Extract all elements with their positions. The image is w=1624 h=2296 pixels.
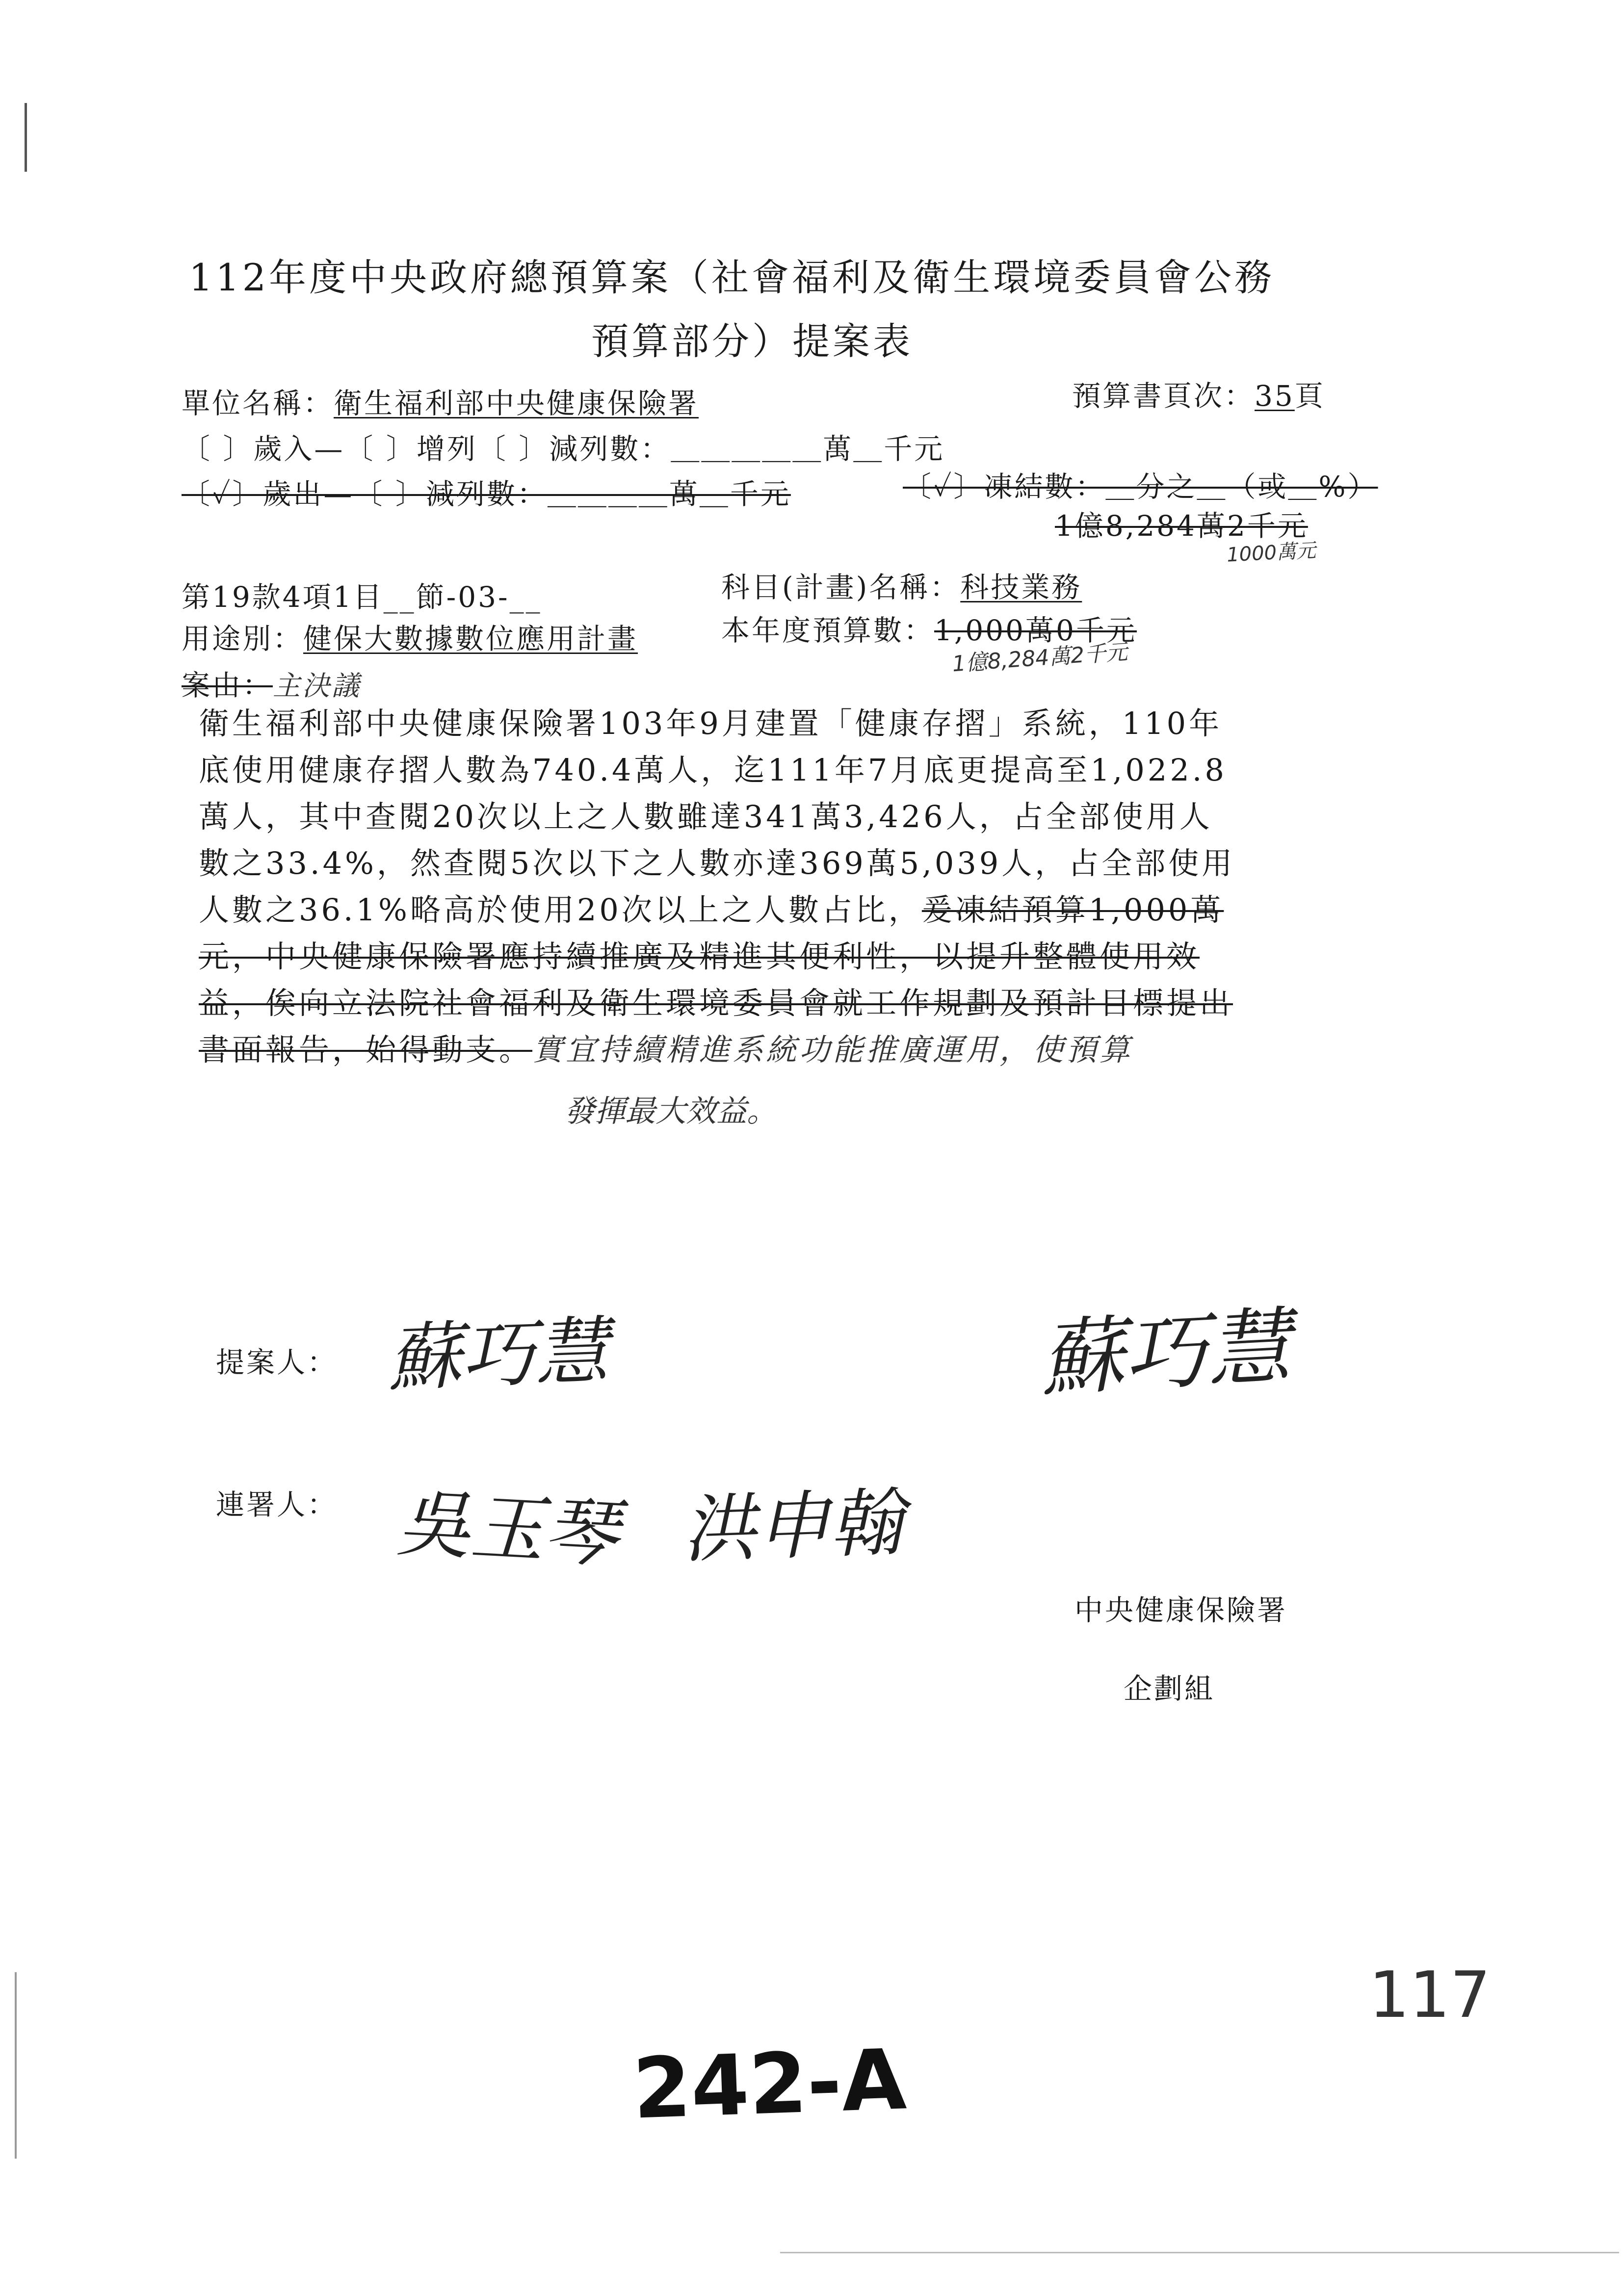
body-line-5 — [199, 886, 1224, 929]
expenditure-row: 〔✓〕歲出—〔 〕減列數：＿＿＿＿萬＿千元 — [182, 477, 791, 511]
scan-edge-mark — [780, 2252, 1619, 2253]
cosigner-signature-1: 吳玉琴 — [395, 1481, 620, 1578]
body-line-2: 底使用健康存摺人數為740.4萬人，迄111年7月底更提高至1,022.8 — [199, 752, 1227, 788]
body-line-5-text: 人數之36.1%略高於使用20次以上之人數占比， — [199, 892, 922, 928]
unit-value: 衛生福利部中央健康保險署 — [334, 387, 699, 420]
proposer-signature-right: 蘇巧慧 — [1038, 1298, 1293, 1409]
purpose-value: 健保大數據數位應用計畫 — [303, 622, 638, 655]
page-ref — [1072, 373, 1325, 414]
unit-row — [182, 380, 699, 421]
struck-line-8-row — [199, 1025, 1133, 1069]
body-line-1: 衛生福利部中央健康保險署103年9月建置「健康存摺」系統，110年 — [199, 705, 1223, 741]
case-label: 案由： — [182, 669, 273, 702]
subject-label: 科目(計畫)名稱： — [721, 571, 961, 604]
cosigner-signature-2: 洪申翰 — [681, 1480, 905, 1573]
subject-row — [721, 564, 1082, 605]
struck-freeze-text: 爰凍結預算1,000萬 — [921, 892, 1224, 928]
budget-label: 本年度預算數： — [721, 614, 935, 647]
freeze-handwritten-amount: 1000萬元 — [1226, 539, 1317, 567]
struck-line-6: 元，中央健康保險署應持續推廣及精進其便利性，以提升整體使用效 — [199, 939, 1200, 974]
document-title-line1: 112年度中央政府總預算案（社會福利及衛生環境委員會公務 — [189, 256, 1275, 299]
stamp-dept: 企劃組 — [1124, 1672, 1215, 1705]
handwritten-amend-1: 實宜持續精進系統功能推廣運用，使預算 — [532, 1032, 1133, 1068]
budget-code: 第19款4項1目__節-03-__ — [182, 580, 542, 614]
purpose-row — [182, 616, 638, 657]
document-title-line2: 預算部分）提案表 — [591, 319, 913, 363]
page-suffix: 頁 — [1294, 379, 1325, 413]
budget-value: 1,000萬0千元 — [934, 614, 1137, 647]
page-number-handwritten: 117 — [1369, 1957, 1491, 2032]
freeze-amount: 1億8,284萬2千元 — [1055, 509, 1308, 543]
handwritten-amend-2: 發揮最大效益。 — [564, 1093, 778, 1129]
budget-handwritten: 1億8,284萬2千元 — [951, 639, 1128, 677]
scan-edge-mark — [15, 1972, 17, 2159]
revenue-row: 〔 〕歲入—〔 〕增列〔 〕減列數：＿＿＿＿＿萬＿千元 — [182, 432, 945, 466]
proposer-signature: 蘇巧慧 — [386, 1308, 610, 1402]
page-value: 35 — [1255, 379, 1295, 413]
page-label: 預算書頁次： — [1072, 379, 1255, 413]
freeze-row: 〔✓〕凍結數：＿分之＿（或＿%） — [903, 470, 1378, 503]
body-line-4: 數之33.4%，然查閱5次以下之人數亦達369萬5,039人，占全部使用 — [199, 845, 1235, 881]
purpose-label: 用途別： — [182, 622, 304, 655]
struck-line-8: 書面報告，始得動支。 — [199, 1032, 533, 1068]
proposer-label: 提案人： — [216, 1346, 338, 1379]
body-line-3: 萬人，其中查閱20次以上之人數雖達341萬3,426人，占全部使用人 — [199, 799, 1213, 835]
case-handwritten: 主決議 — [273, 670, 362, 702]
case-row — [182, 662, 361, 704]
stamp-org: 中央健康保險署 — [1074, 1593, 1288, 1627]
cosigner-label: 連署人： — [216, 1488, 338, 1521]
document-code-handwritten: 242-A — [631, 2031, 908, 2138]
scan-edge-mark — [25, 103, 27, 172]
subject-value: 科技業務 — [960, 571, 1082, 604]
unit-label: 單位名稱： — [182, 387, 334, 420]
struck-line-7: 益，俟向立法院社會福利及衛生環境委員會就工作規劃及預計目標提出 — [199, 985, 1233, 1021]
